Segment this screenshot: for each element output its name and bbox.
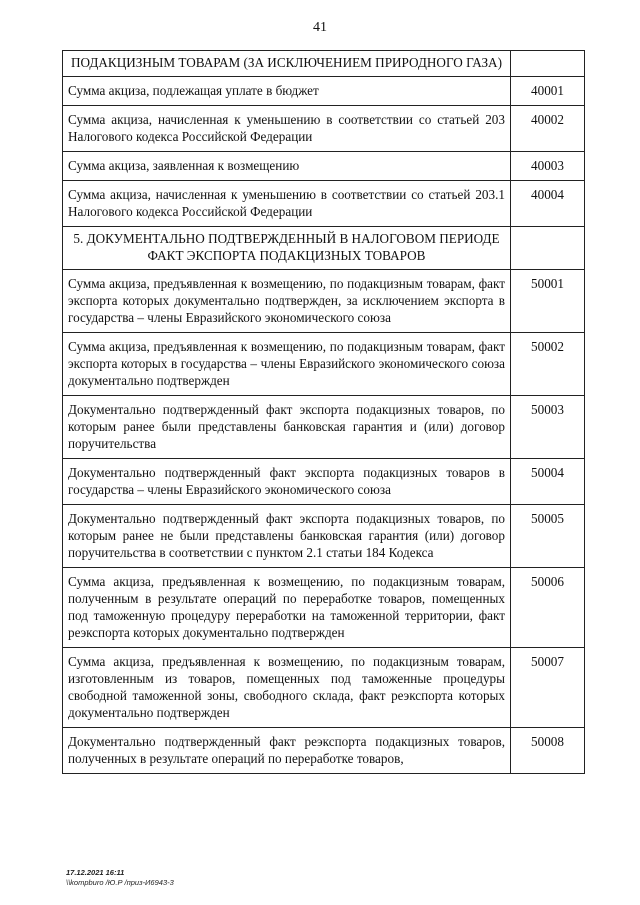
- table-row: [63, 396, 585, 459]
- row-text: Сумма акциза, заявленная к возмещению: [63, 152, 511, 181]
- row-code: 40004: [511, 181, 585, 227]
- row-text: Документально подтвержденный факт экспорта подакцизных товаров, по которым ранее не были представлены банковская гарантия (или) договор поручительства в соответствии с пунктом 2.1 статьи 184 Кодекса: [63, 505, 511, 568]
- row-text: Сумма акциза, начисленная к уменьшению в соответствии со статьей 203 Налогового кодекса Российской Федерации: [63, 106, 511, 152]
- row-code: 50005: [511, 505, 585, 568]
- row-code: 50007: [511, 648, 585, 728]
- footer-source: \\kompburo /Ю.Р /приз-И6943-3: [66, 878, 174, 887]
- section-5-heading: 5. ДОКУМЕНТАЛЬНО ПОДТВЕРЖДЕННЫЙ В НАЛОГОВОМ ПЕРИОДЕ ФАКТ ЭКСПОРТА ПОДАКЦИЗНЫХ ТОВАРОВ: [63, 227, 511, 270]
- row-code: 50006: [511, 568, 585, 648]
- row-text: Сумма акциза, предъявленная к возмещению, по подакцизным товарам, факт экспорта которых в государства – члены Евразийского экономического союза документально подтвержден: [63, 333, 511, 396]
- empty-code-cell: [511, 227, 585, 270]
- row-text: Сумма акциза, начисленная к уменьшению в соответствии со статьей 203.1 Налогового кодекса Российской Федерации: [63, 181, 511, 227]
- row-code: 50001: [511, 270, 585, 333]
- row-code: 50004: [511, 459, 585, 505]
- table-row: [63, 648, 585, 728]
- table-row: [63, 77, 585, 106]
- row-code: 50002: [511, 333, 585, 396]
- table-row: [63, 270, 585, 333]
- section-heading: ПОДАКЦИЗНЫМ ТОВАРАМ (ЗА ИСКЛЮЧЕНИЕМ ПРИРОДНОГО ГАЗА): [63, 51, 511, 77]
- table-row: [63, 181, 585, 227]
- table-row: [63, 568, 585, 648]
- empty-code-cell: [511, 51, 585, 77]
- row-text: Документально подтвержденный факт экспорта подакцизных товаров в государства – члены Евразийского экономического союза: [63, 459, 511, 505]
- page-number: 41: [313, 20, 327, 35]
- row-text: Сумма акциза, предъявленная к возмещению, по подакцизным товарам, факт экспорта которых документально подтвержден, за исключением экспорта в государства – члены Евразийского экономического союза: [63, 270, 511, 333]
- footer-datetime: 17.12.2021 16:11: [66, 868, 125, 877]
- table-row: [63, 333, 585, 396]
- table-row: [63, 728, 585, 774]
- table-row: [63, 505, 585, 568]
- heading-row: [63, 51, 585, 77]
- row-text: Документально подтвержденный факт экспорта подакцизных товаров, по которым ранее были представлены банковская гарантия и (или) договор поручительства: [63, 396, 511, 459]
- row-code: 50008: [511, 728, 585, 774]
- codes-table: [62, 50, 585, 774]
- table-row: [63, 459, 585, 505]
- table-row: [63, 152, 585, 181]
- table-row: [63, 106, 585, 152]
- row-code: 40003: [511, 152, 585, 181]
- row-text: Сумма акциза, предъявленная к возмещению, по подакцизным товарам, изготовленным из товаров, помещенных под таможенные процедуры свободной таможенной зоны, свободного склада, факт реэкспорта которых документально подтвержден: [63, 648, 511, 728]
- document-footer: [66, 868, 174, 888]
- row-text: Документально подтвержденный факт реэкспорта подакцизных товаров, полученных в результате операций по переработке товаров,: [63, 728, 511, 774]
- row-text: Сумма акциза, предъявленная к возмещению, по подакцизным товарам, полученным в результате операций по переработке товаров, помещенных под таможенную процедуру переработки на таможенной территории, факт реэкспорта которых документально подтвержден: [63, 568, 511, 648]
- row-text: Сумма акциза, подлежащая уплате в бюджет: [63, 77, 511, 106]
- row-code: 40002: [511, 106, 585, 152]
- section-heading-row: [63, 227, 585, 270]
- row-code: 50003: [511, 396, 585, 459]
- row-code: 40001: [511, 77, 585, 106]
